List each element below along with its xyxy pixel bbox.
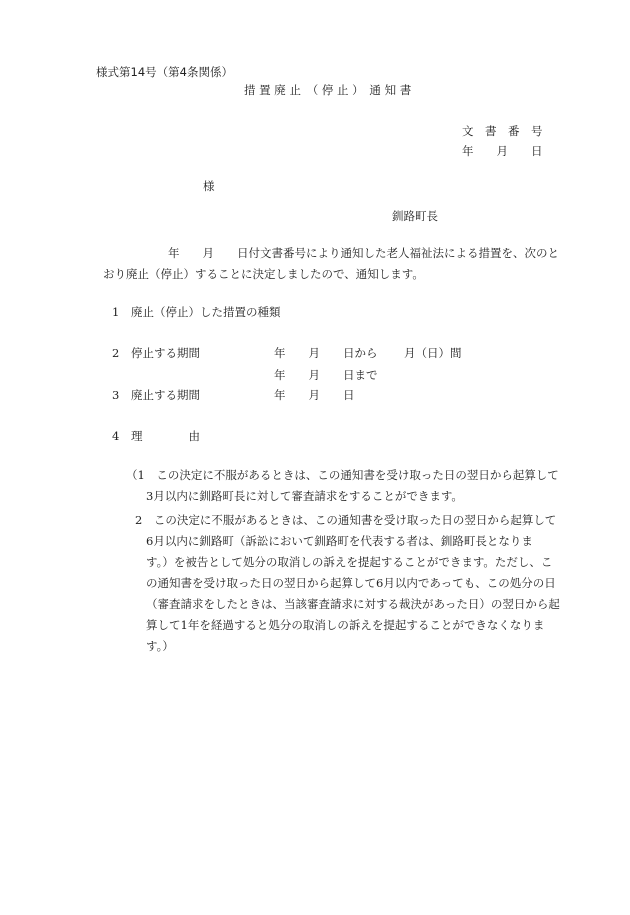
item-3-number: 3 xyxy=(112,388,120,402)
note-2-line: す。） xyxy=(146,639,174,653)
item-2-from-date: 年 月 日から xyxy=(274,346,378,360)
item-1-number: 1 xyxy=(112,305,120,319)
note-1-line: （1 この決定に不服があるときは、この通知書を受け取った日の翌日から起算して xyxy=(126,468,559,482)
note-1-line: 3月以内に釧路町長に対して審査請求をすることができます。 xyxy=(146,489,463,503)
document-number-label: 文 書 番 号 xyxy=(462,124,543,138)
note-2-line: （審査請求をしたときは、当該審査請求に対する裁決があった日）の翌日から起 xyxy=(146,597,560,611)
item-2-duration: 月（日）間 xyxy=(404,346,462,360)
note-2-line: の通知書を受け取った日の翌日から起算して6月以内であっても、この処分の日 xyxy=(146,576,556,590)
item-2-to-date: 年 月 日まで xyxy=(274,368,378,382)
note-2 xyxy=(131,510,560,657)
note-2-line: 算して1年を経過すると処分の取消しの訴えを提起することができなくなりま xyxy=(146,618,545,632)
note-1 xyxy=(126,465,559,507)
note-2-line: 2 この決定に不服があるときは、この通知書を受け取った日の翌日から起算して xyxy=(135,513,557,527)
item-2-number: 2 xyxy=(112,346,120,360)
item-4-label: 理 由 xyxy=(131,429,200,443)
body-line-1: 年 月 日付文書番号により通知した老人福祉法による措置を、次のと xyxy=(168,246,559,260)
document-title: 措 置 廃 止 （ 停 止 ） 通 知 書 xyxy=(244,83,412,97)
item-2-label: 停止する期間 xyxy=(131,346,200,360)
note-2-line: す。）を被告として処分の取消しの訴えを提起することができます。ただし、こ xyxy=(146,555,553,569)
form-number: 様式第14号（第4条関係） xyxy=(96,65,233,79)
item-3-date: 年 月 日 xyxy=(274,388,355,402)
body-line-2: おり廃止（停止）することに決定しましたので、通知します。 xyxy=(103,267,424,281)
note-2-line: 6月以内に釧路町（訴訟において釧路町を代表する者は、釧路町長となりま xyxy=(146,534,533,548)
item-4-number: 4 xyxy=(112,429,120,443)
addressee-suffix: 様 xyxy=(203,179,215,193)
item-3-label: 廃止する期間 xyxy=(131,388,200,402)
issuer-name: 釧路町長 xyxy=(392,209,438,223)
issue-date-label: 年 月 日 xyxy=(462,144,543,158)
item-1-label: 廃止（停止）した措置の種類 xyxy=(131,305,281,319)
